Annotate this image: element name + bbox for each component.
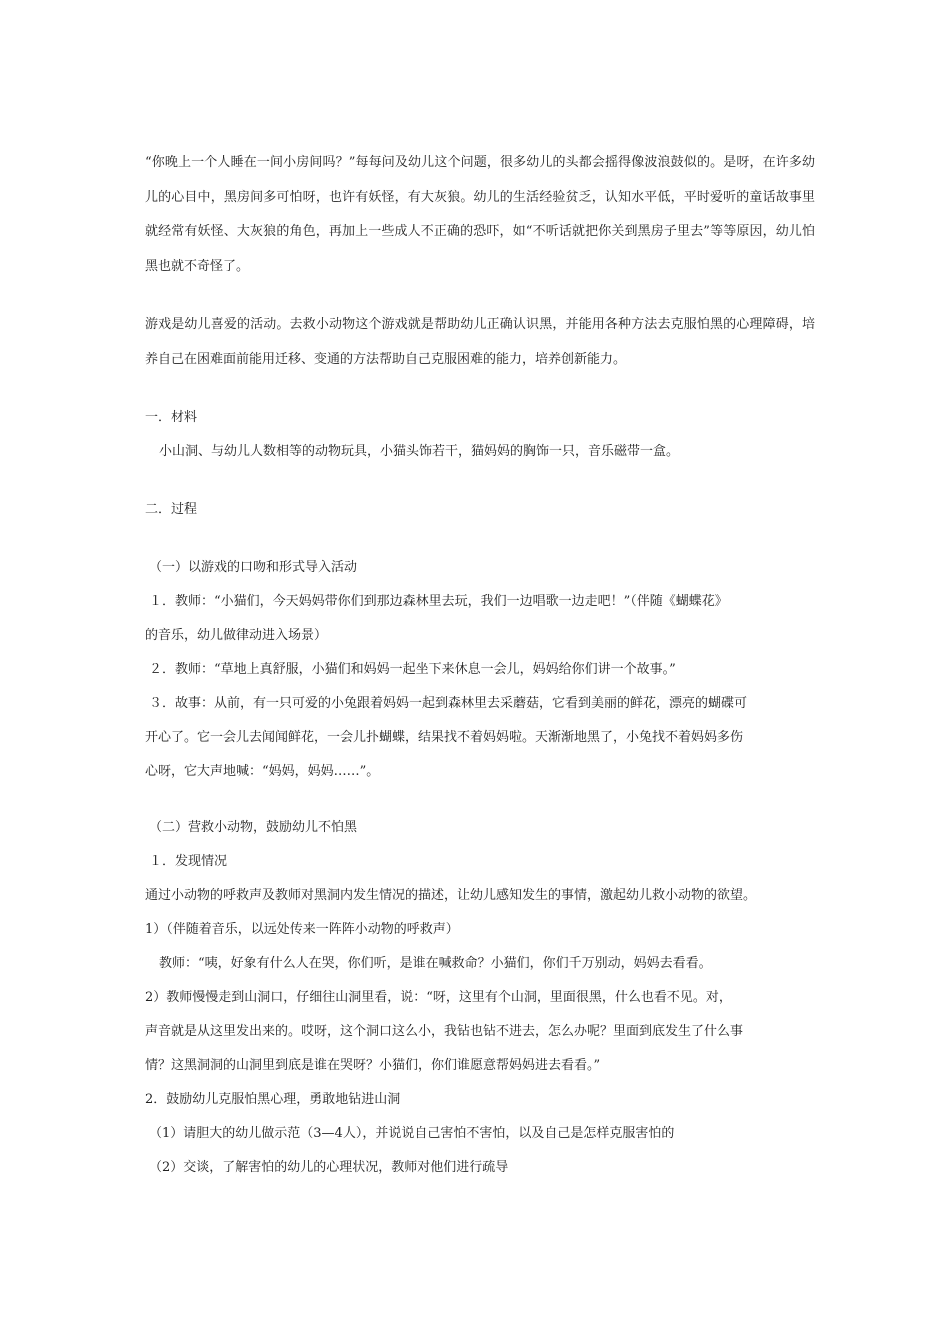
document-page bbox=[145, 146, 815, 1185]
part1-item2: ２．教师：“草地上真舒服，小猫们和妈妈一起坐下来休息一会儿，妈妈给你们讲一个故事。” bbox=[149, 662, 676, 677]
section-materials-title: 一．材料 bbox=[145, 410, 198, 425]
section-process-title: 二．过程 bbox=[145, 502, 198, 517]
part2-item1-desc: 通过小动物的呼救声及教师对黑洞内发生情况的描述，让幼儿感知发生的事情，激起幼儿救小动物的欲望。 bbox=[145, 888, 757, 903]
part2-item1: １．发现情况 bbox=[149, 854, 228, 869]
part1-item3-line2: 开心了。它一会儿去闻闻鲜花，一会儿扑蝴蝶，结果找不着妈妈啦。天渐渐地黑了，小兔找不着妈妈多伤 bbox=[145, 730, 744, 745]
part2-item2-sub1: （1）请胆大的幼儿做示范（3—4人），并说说自己害怕不害怕，以及自己是怎样克服害怕的 bbox=[149, 1126, 675, 1141]
part2-sub2-line3: 情？这黑洞洞的山洞里到底是谁在哭呀？小猫们，你们谁愿意帮妈妈进去看看。” bbox=[145, 1058, 601, 1073]
part1-item1-line2: 的音乐，幼儿做律动进入场景） bbox=[145, 628, 328, 643]
intro-paragraph-2: 游戏是幼儿喜爱的活动。去救小动物这个游戏就是帮助幼儿正确认识黑，并能用各种方法去克服怕黑的心理障碍，培养自己在困难面前能用迁移、变通的方法帮助自己克服困难的能力，培养创新能力。 bbox=[145, 317, 815, 367]
part2-sub1: 1）（伴随着音乐，以远处传来一阵阵小动物的呼救声） bbox=[145, 922, 459, 937]
part1-item3-line1: ３．故事：从前，有一只可爱的小兔跟着妈妈一起到森林里去采蘑菇，它看到美丽的鲜花，漂亮的蝴碟可 bbox=[149, 696, 748, 711]
part2-item2: 2．鼓励幼儿克服怕黑心理，勇敢地钻进山洞 bbox=[145, 1092, 401, 1107]
part2-sub2-line1: 2）教师慢慢走到山洞口，仔细往山洞里看，说：“呀，这里有个山洞，里面很黑，什么也看不见。对， bbox=[145, 990, 732, 1005]
part1-item3-line3: 心呀，它大声地喊：“妈妈，妈妈……”。 bbox=[145, 764, 380, 779]
part2-sub2-line2: 声音就是从这里发出来的。哎呀，这个洞口这么小，我钻也钻不进去，怎么办呢？里面到底发生了什么事 bbox=[145, 1024, 744, 1039]
part1-title: （一）以游戏的口吻和形式导入活动 bbox=[149, 560, 358, 575]
part2-sub1-teacher: 教师：“咦，好象有什么人在哭，你们听，是谁在喊救命？小猫们，你们千万别动，妈妈去看看。 bbox=[159, 956, 712, 971]
part2-item2-sub2: （2）交谈，了解害怕的幼儿的心理状况，教师对他们进行疏导 bbox=[149, 1160, 509, 1175]
part1-item1-line1: １．教师：“小猫们，今天妈妈带你们到那边森林里去玩，我们一边唱歌一边走吧！”（伴随《蝴蝶花》 bbox=[149, 594, 728, 609]
section-materials-text: 小山洞、与幼儿人数相等的动物玩具，小猫头饰若干，猫妈妈的胸饰一只，音乐磁带一盒。 bbox=[159, 444, 680, 459]
part2-title: （二）营救小动物，鼓励幼儿不怕黑 bbox=[149, 820, 358, 835]
intro-paragraph-1: “你晚上一个人睡在一间小房间吗？”每每问及幼儿这个问题，很多幼儿的头都会摇得像波浪鼓似的。是呀，在许多幼儿的心目中，黑房间多可怕呀，也许有妖怪，有大灰狼。幼儿的生活经验贫乏，认知水平低，平时爱听的童话故事里就经常有妖怪、大灰狼的角色，再加上一些成人不正确的恐吓，如“不听话就把你关到黑房子里去”等等原因，幼儿怕黑也就不奇怪了。 bbox=[145, 155, 815, 274]
